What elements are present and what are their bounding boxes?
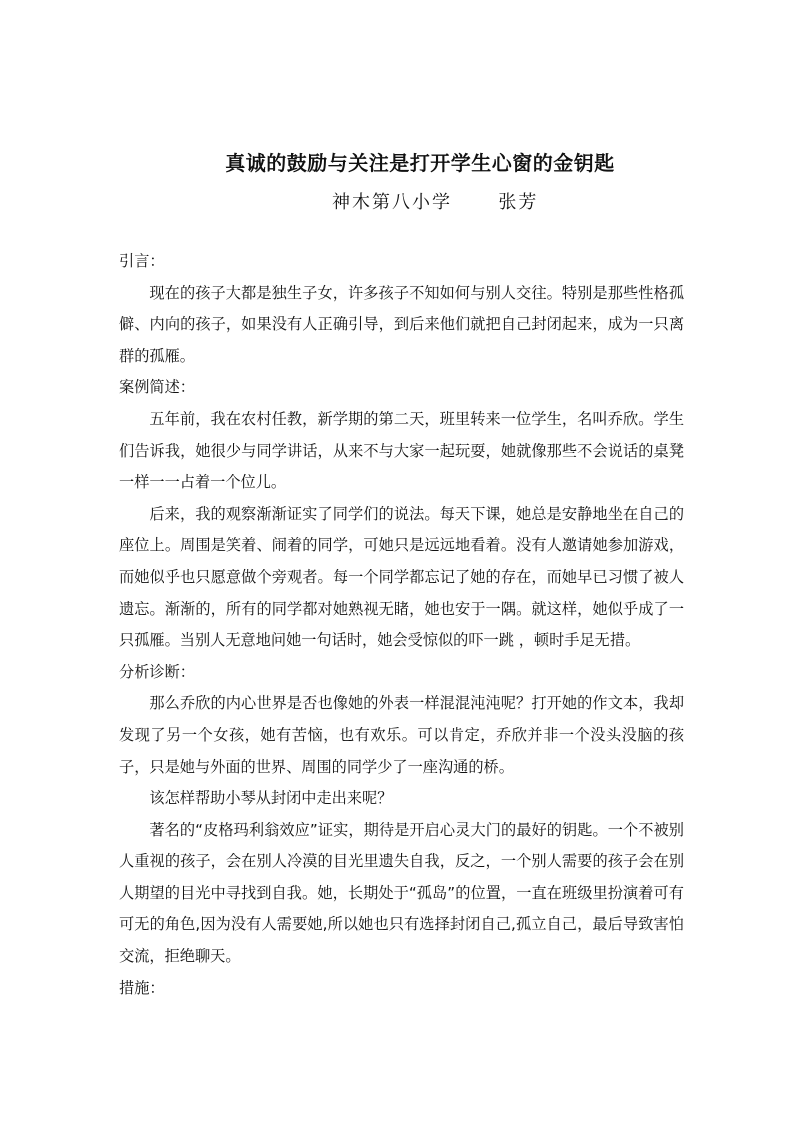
- section-analysis: [119, 657, 684, 973]
- section-case-summary: [119, 372, 684, 656]
- section-heading: 措施：: [119, 978, 165, 997]
- paragraph: 著名的“皮格玛利翁效应”证实，期待是开启心灵大门的最好的钥匙。一个不被别人重视的孩子，会在别人冷漠的目光里遗失自我，反之，一个别人需要的孩子会在别人期望的目光中寻找到自我。她，长期处于“孤岛”的位置，一直在班级里扮演着可有可无的角色,因为没有人需要她,所以她也只有选择封闭自己,孤立自己，最后导致害怕交流，拒绝聊天。: [119, 820, 684, 966]
- author-line: 神木第八小学 张芳: [332, 192, 539, 213]
- paragraph: 现在的孩子大都是独生子女，许多孩子不知如何与别人交往。特别是那些性格孤僻、内向的孩子，如果没有人正确引导，到后来他们就把自己封闭起来，成为一只离群的孤雁。: [119, 283, 684, 365]
- document-title: 真诚的鼓励与关注是打开学生心窗的金钥匙: [225, 151, 615, 175]
- section-heading: 分析诊断：: [119, 662, 195, 681]
- paragraph: 五年前，我在农村任教，新学期的第二天，班里转来一位学生，名叫乔欣。学生们告诉我，她很少与同学讲话，从来不与大家一起玩耍，她就像那些不会说话的桌凳一样一一占着一个位儿。: [119, 409, 684, 492]
- section-intro: [119, 246, 684, 372]
- section-measures: [119, 973, 684, 1005]
- paragraph: 后来，我的观察渐渐证实了同学们的说法。每天下课，她总是安静地坐在自己的座位上。周围是笑着、闹着的同学，可她只是远远地看着。没有人邀请她参加游戏，而她似乎也只愿意做个旁观者。每一个同学都忘记了她的存在，而她早已习惯了被人遗忘。渐渐的，所有的同学都对她熟视无睹，她也安于一隅。就这样，她似乎成了一只孤雁。当别人无意地问她一句话时，她会受惊似的吓一跳 ，顿时手足无措。: [119, 504, 684, 650]
- document-body: [119, 246, 684, 1004]
- section-heading: 引言：: [119, 252, 165, 270]
- paragraph: 该怎样帮助小琴从封闭中走出来呢？: [149, 789, 393, 808]
- section-heading: 案例简述：: [119, 378, 195, 397]
- paragraph: 那么乔欣的内心世界是否也像她的外表一样混混沌沌呢？打开她的作文本，我却发现了另一个女孩，她有苦恼，也有欢乐。可以肯定，乔欣并非一个没头没脑的孩子，只是她与外面的世界、周围的同学少了一座沟通的桥。: [119, 694, 684, 776]
